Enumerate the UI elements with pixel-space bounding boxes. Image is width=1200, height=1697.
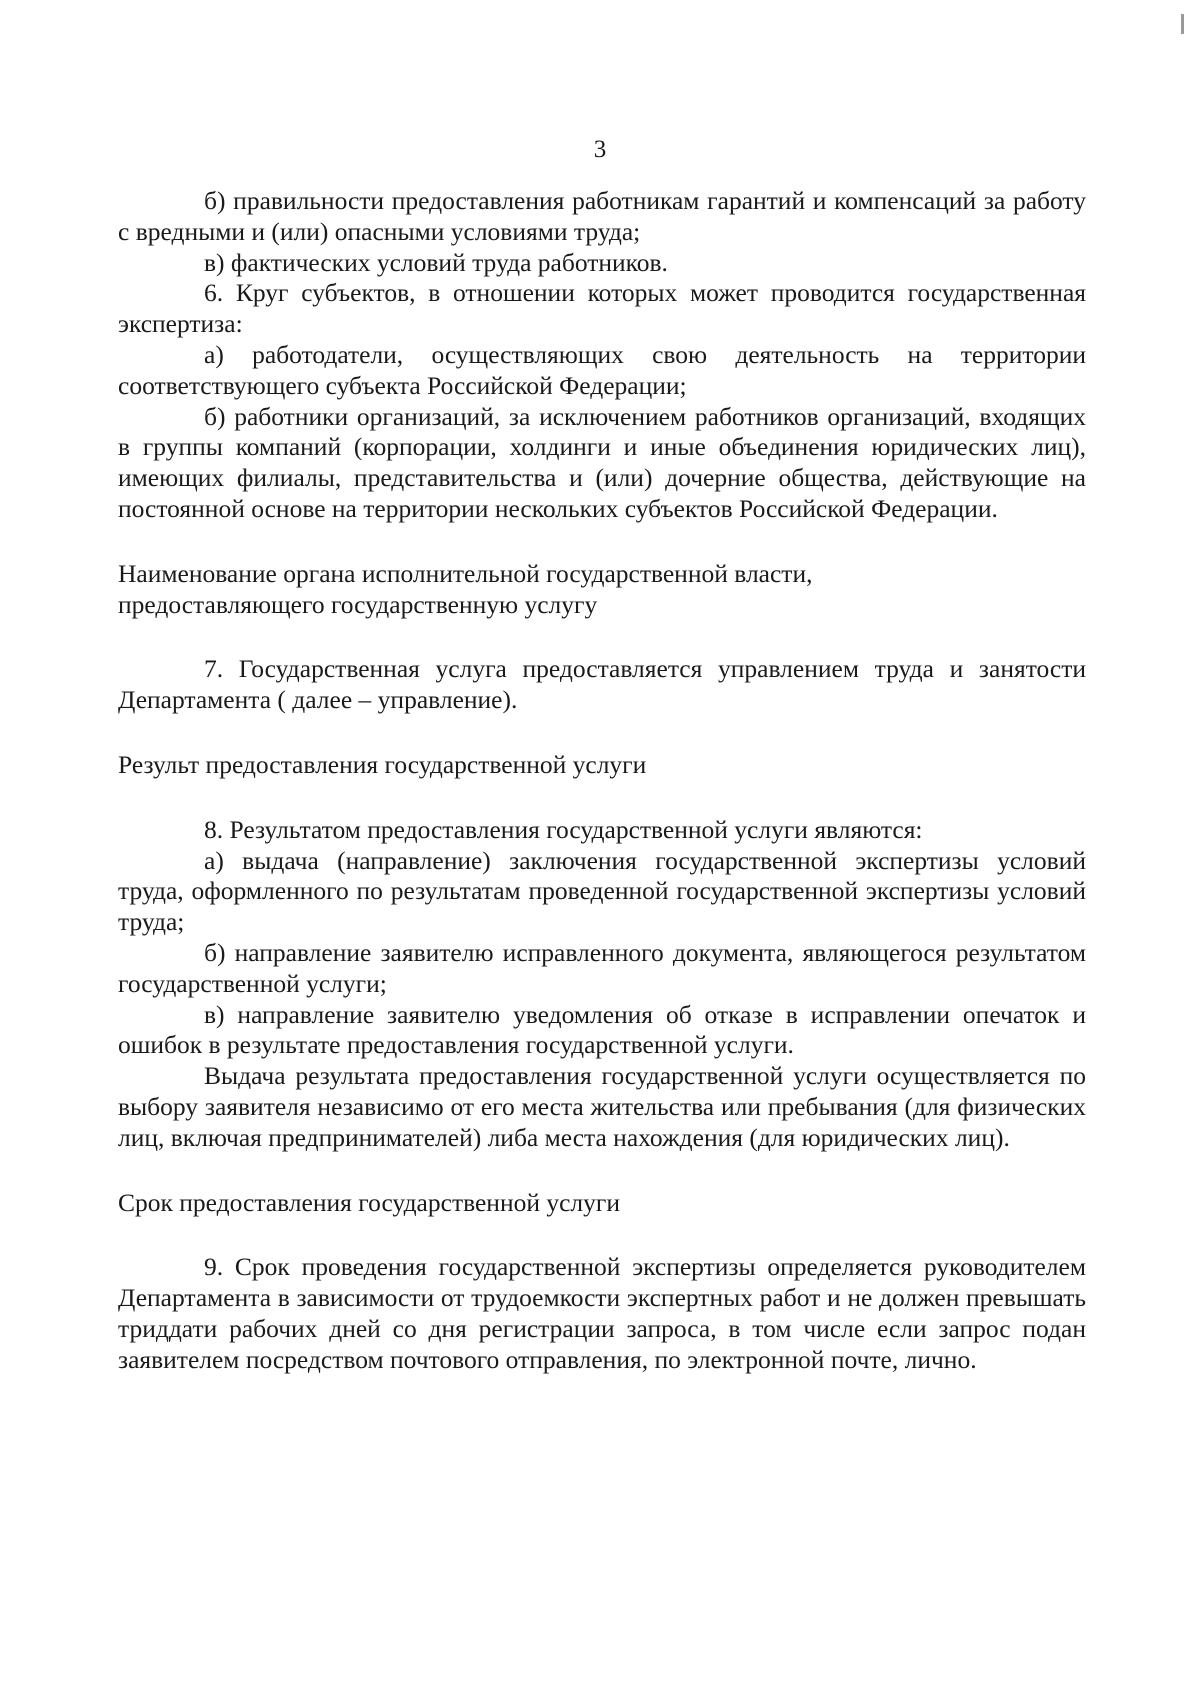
paragraph-6-subjects: 6. Круг субъектов, в отношении которых может проводится государственная экспертиза: [118,278,1086,339]
paragraph-b-guarantees: б) правильности предоставления работникам гарантий и компенсаций за работу с вредными и (или) опасными условиями труда; [118,186,1086,246]
page-number: 3 [593,136,607,163]
paragraph-9-term: 9. Срок проведения государственной экспертизы определяется руководителем Департамента в зависимости от трудоемкости экспертных работ и не должен превышать триддати рабочих дней со дня регистрации запроса, в том числе если запрос подан заявителем посредством почтового отправления, по электронной почте, лично. [118,1252,1086,1374]
section-heading-term: Срок предоставления государственной услуги [118,1187,621,1217]
paragraph-v-refusal-notice: в) направление заявителю уведомления об отказе в исправлении опечаток и ошибок в результате предоставления государственной услуги. [118,999,1086,1060]
paragraph-b-employees: б) работники организаций, за исключением работников организаций, входящих в группы компаний (корпорации, холдинги и иные объединения юридических лиц), имеющих филиалы, представительства и (или) дочерние общества, действующие на постоянной основе на территории нескольких субъектов Российской Федерации. [118,401,1086,523]
paragraph-result-delivery: Выдача результата предоставления государственной услуги осуществляется по выбору заявителя независимо от его места жительства или пребывания (для физических лиц, включая предпринимателей) либа места нахождения (для юридических лиц). [118,1061,1086,1152]
paragraph-8-results: 8. Результатом предоставления государственной услуги являются: [204,814,923,844]
section-heading-authority-line2: предоставляющего государственную услугу [118,589,598,619]
scan-artifact-mark [1181,14,1184,34]
paragraph-a-issuance: а) выдача (направление) заключения государственной экспертизы условий труда, оформленного по результатам проведенной государственной экспертизы условий труда; [118,845,1086,937]
paragraph-v-conditions: в) фактических условий труда работников. [204,247,668,277]
paragraph-a-employers: а) работодатели, осуществляющих свою деятельность на территории соответствующего субъекта Российской Федерации; [118,339,1086,400]
document-body [118,186,1086,1376]
section-heading-result: Результ предоставления государственной услуги [118,749,647,779]
paragraph-b-corrected-document: б) направление заявителю исправленного документа, являющегося результатом государственной услуги; [118,937,1086,998]
paragraph-7-service-provider: 7. Государственная услуга предоставляется управлением труда и занятости Департамента ( далее – управление). [118,654,1086,715]
section-heading-authority-line1: Наименование органа исполнительной государственной власти, [118,558,813,588]
